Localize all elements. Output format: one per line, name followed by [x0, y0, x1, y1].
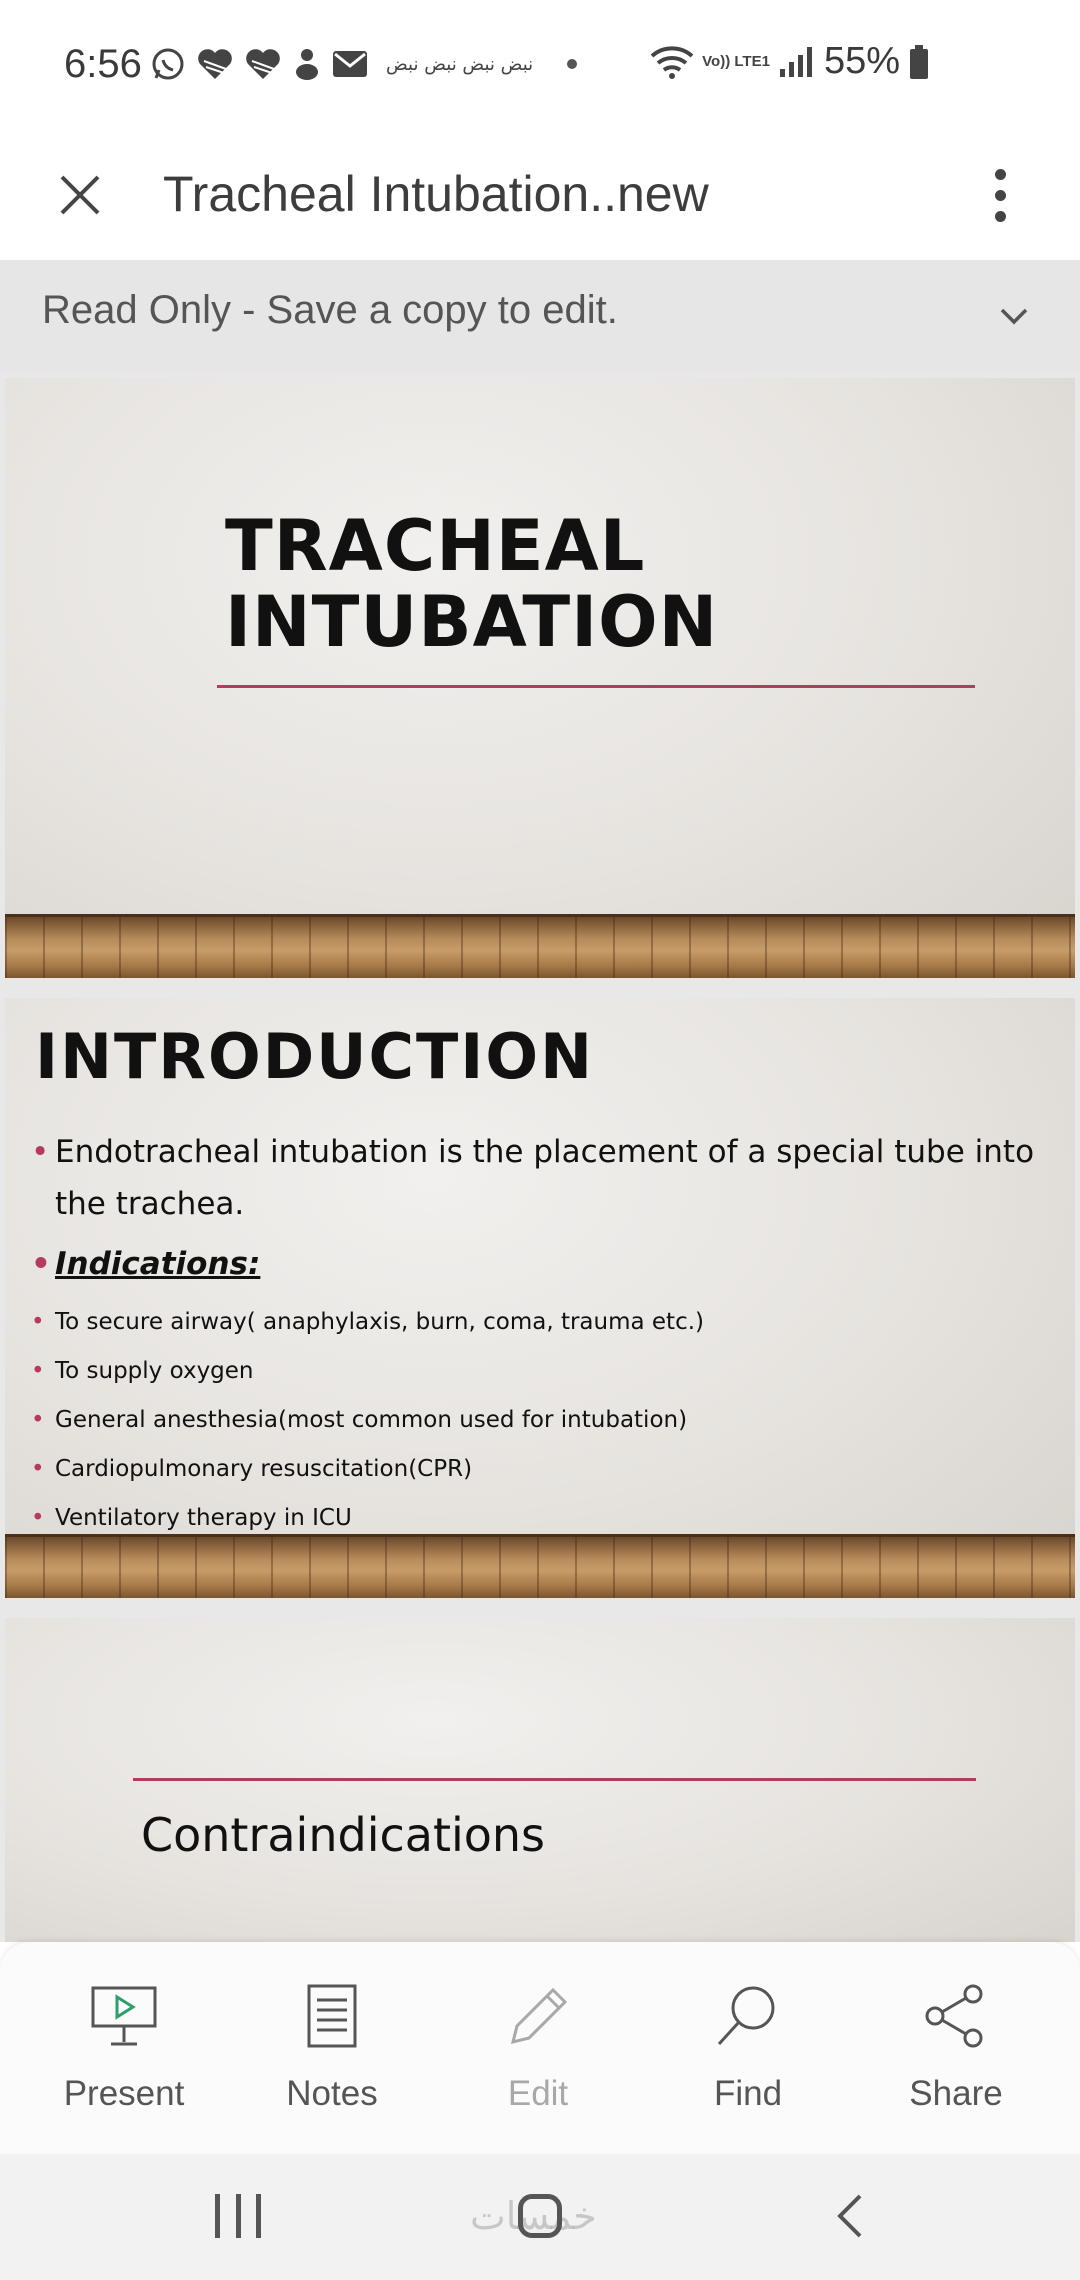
- battery-icon: [908, 44, 930, 80]
- notification-text: نبض نبض نبض نبض: [386, 53, 534, 75]
- signal-icon: [778, 45, 812, 79]
- title-underline: [217, 685, 975, 688]
- status-time: 6:56: [64, 42, 142, 86]
- notes-icon: [297, 1982, 367, 2052]
- slide-1-thumbnail[interactable]: [5, 378, 1075, 978]
- pencil-icon: [503, 1982, 573, 2052]
- list-item: • Ventilatory therapy in ICU: [31, 1494, 1051, 1543]
- notes-button[interactable]: [252, 1982, 412, 2132]
- slide-2-thumbnail[interactable]: [5, 998, 1075, 1598]
- more-options-icon: [995, 169, 1006, 180]
- slide-3-thumbnail[interactable]: [5, 1618, 1075, 1942]
- find-button[interactable]: [668, 1982, 828, 2132]
- list-item: • General anesthesia(most common used for intubation): [31, 1396, 1051, 1445]
- list-item: • To secure airway( anaphylaxis, burn, coma, trauma etc.): [31, 1298, 1051, 1347]
- wifi-icon: [650, 44, 694, 80]
- document-title: Tracheal Intubation..new: [163, 166, 709, 222]
- share-icon: [921, 1982, 991, 2052]
- search-icon: [713, 1982, 783, 2052]
- heart-icon: [196, 47, 234, 81]
- slide-2-title: INTRODUCTION: [35, 1020, 594, 1093]
- home-button[interactable]: [518, 2194, 562, 2238]
- edit-label: Edit: [507, 2074, 569, 2113]
- wood-floor-decoration: [5, 1534, 1075, 1598]
- slide-1-title: TRACHEAL INTUBATION: [225, 505, 719, 663]
- present-label: Present: [63, 2074, 185, 2113]
- more-notifications-dot: [567, 59, 577, 69]
- read-only-banner[interactable]: [0, 260, 1080, 372]
- wood-floor-decoration: [5, 914, 1075, 978]
- notes-label: Notes: [286, 2074, 378, 2113]
- heart-icon-2: [244, 47, 282, 81]
- back-icon[interactable]: [830, 2192, 870, 2240]
- slide-list[interactable]: [0, 372, 1080, 1942]
- slide-2-bullets: [31, 1126, 1051, 1543]
- notification-icons: [150, 46, 577, 82]
- present-icon: [89, 1982, 159, 2052]
- close-button[interactable]: [40, 155, 120, 235]
- find-label: Find: [713, 2074, 783, 2113]
- indications-heading: • Indications:: [31, 1238, 1051, 1290]
- present-button[interactable]: [44, 1982, 204, 2132]
- slide-3-title: Contraindications: [141, 1808, 546, 1862]
- more-options-button[interactable]: [960, 155, 1040, 235]
- list-item: • Cardiopulmonary resuscitation(CPR): [31, 1445, 1051, 1494]
- edit-button[interactable]: [458, 1982, 618, 2132]
- system-navigation-bar: [0, 2154, 1080, 2280]
- close-icon: [58, 173, 102, 217]
- battery-percent: 55%: [823, 40, 900, 82]
- app-notification-icon: [292, 47, 322, 81]
- system-status-icons: [650, 40, 930, 83]
- watermark: خمسات: [470, 2194, 597, 2238]
- status-bar: [0, 0, 1080, 130]
- mail-icon: [332, 49, 368, 79]
- share-label: Share: [909, 2074, 1003, 2113]
- list-item: • Endotracheal intubation is the placement of a special tube into the trachea.: [31, 1126, 1051, 1230]
- whatsapp-icon: [150, 46, 186, 82]
- read-only-message: Read Only - Save a copy to edit.: [42, 288, 618, 332]
- app-bar: [0, 130, 1080, 260]
- recent-apps-button[interactable]: [215, 2194, 261, 2238]
- bottom-toolbar: [0, 1942, 1080, 2154]
- title-underline: [133, 1778, 976, 1781]
- volte-label: Vo)) LTE1: [702, 52, 770, 70]
- list-item: • To supply oxygen: [31, 1347, 1051, 1396]
- share-button[interactable]: [876, 1982, 1036, 2132]
- chevron-down-icon[interactable]: [994, 296, 1034, 336]
